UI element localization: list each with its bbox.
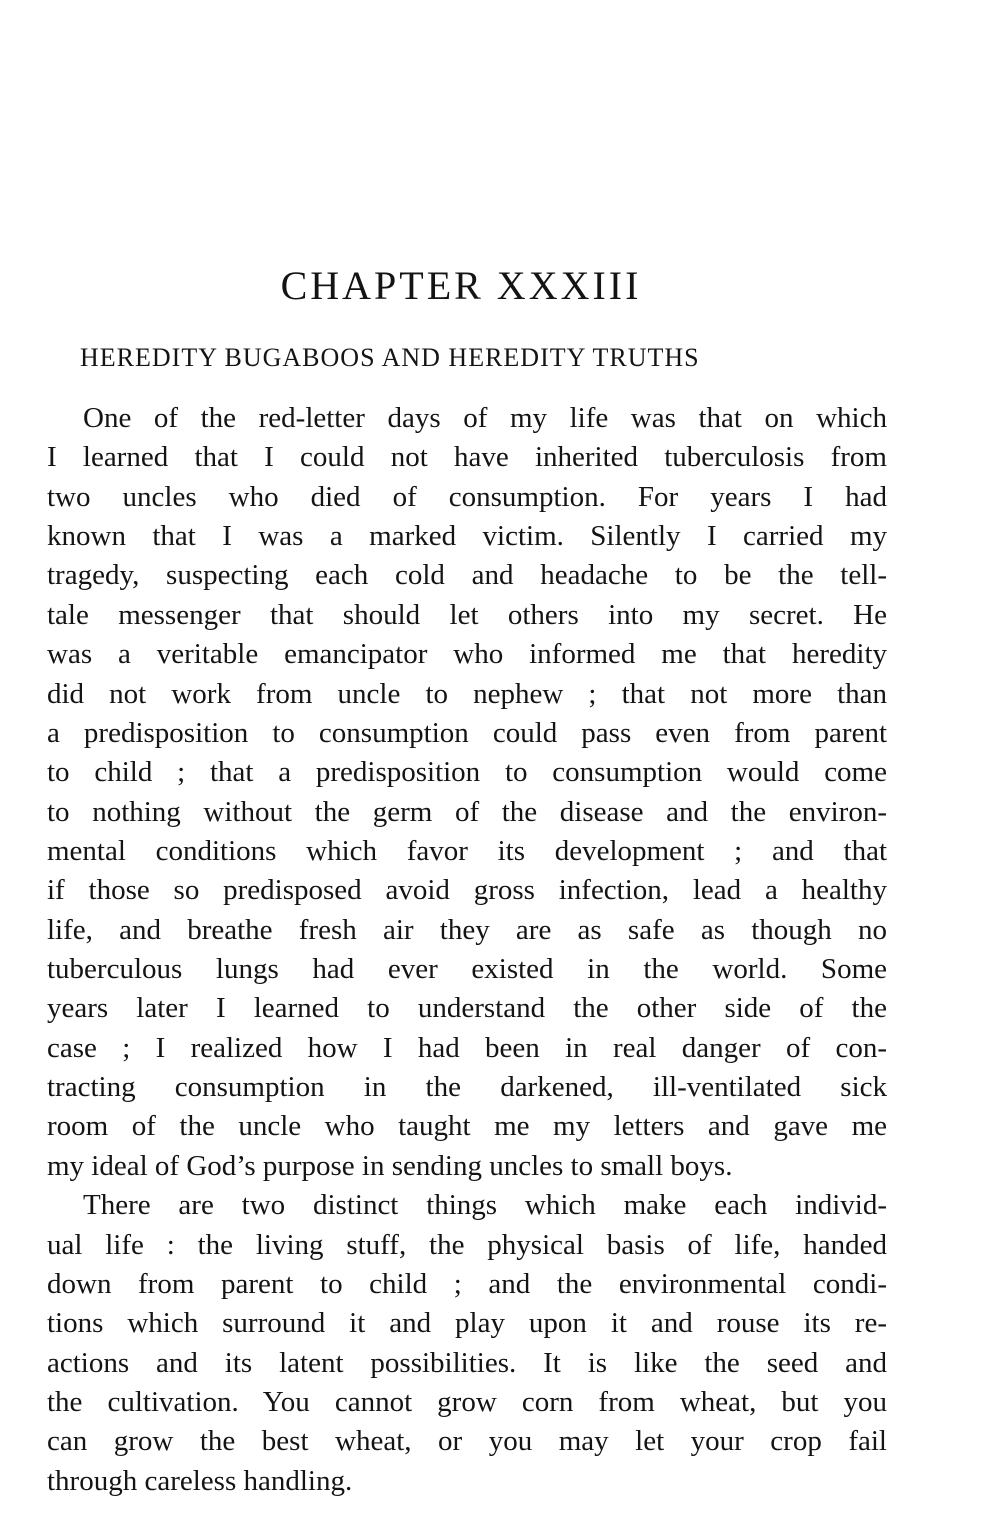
paragraph-2 [47,1186,887,1501]
text-line: my ideal of God’s purpose in sending uncles to small boys. [47,1149,733,1182]
chapter-title: CHAPTER XXXIII [280,263,642,308]
text-line: the cultivation. You cannot grow corn from wheat, but you [47,1385,887,1418]
text-line: if those so predisposed avoid gross infection, lead a healthy [47,874,887,907]
text-line: tragedy, suspecting each cold and headache to be the tell- [47,559,887,592]
paragraph-1 [47,399,887,1186]
text-line: to child ; that a predisposition to consumption would come [47,756,887,789]
text-line: actions and its latent possibilities. It is like the seed and [47,1346,887,1379]
text-line: I learned that I could not have inherited tuberculosis from [47,441,887,474]
text-line: to nothing without the germ of the disease and the environ- [47,795,887,828]
text-line: tuberculous lungs had ever existed in the world. Some [47,953,887,986]
text-line: years later I learned to understand the other side of the [47,992,887,1025]
text-line: down from parent to child ; and the environmental condi- [47,1267,887,1300]
text-line: did not work from uncle to nephew ; that not more than [47,677,887,710]
text-line: life, and breathe fresh air they are as safe as though no [47,913,887,946]
text-line: room of the uncle who taught me my letters and gave me [47,1110,887,1143]
text-line: through careless handling. [47,1464,353,1497]
text-line: a predisposition to consumption could pass even from parent [47,716,887,749]
text-line: tracting consumption in the darkened, ill-ventilated sick [47,1071,887,1104]
text-line: two uncles who died of consumption. For years I had [47,480,887,513]
text-line: was a veritable emancipator who informed me that heredity [47,638,887,671]
text-line: tions which surround it and play upon it and rouse its re- [47,1307,887,1340]
text-line: can grow the best wheat, or you may let your crop fail [47,1425,887,1458]
body-text [47,399,887,1501]
text-line: ual life : the living stuff, the physical basis of life, handed [47,1228,887,1261]
text-line: One of the red-letter days of my life was that on which [83,402,887,434]
text-line: tale messenger that should let others into my secret. He [47,598,887,631]
text-line: mental conditions which favor its development ; and that [47,834,887,867]
text-line: case ; I realized how I had been in real danger of con- [47,1031,887,1064]
text-line: There are two distinct things which make each individ- [83,1189,887,1222]
text-line: known that I was a marked victim. Silently I carried my [47,520,887,553]
chapter-subtitle: HEREDITY BUGABOOS AND HEREDITY TRUTHS [80,343,700,372]
